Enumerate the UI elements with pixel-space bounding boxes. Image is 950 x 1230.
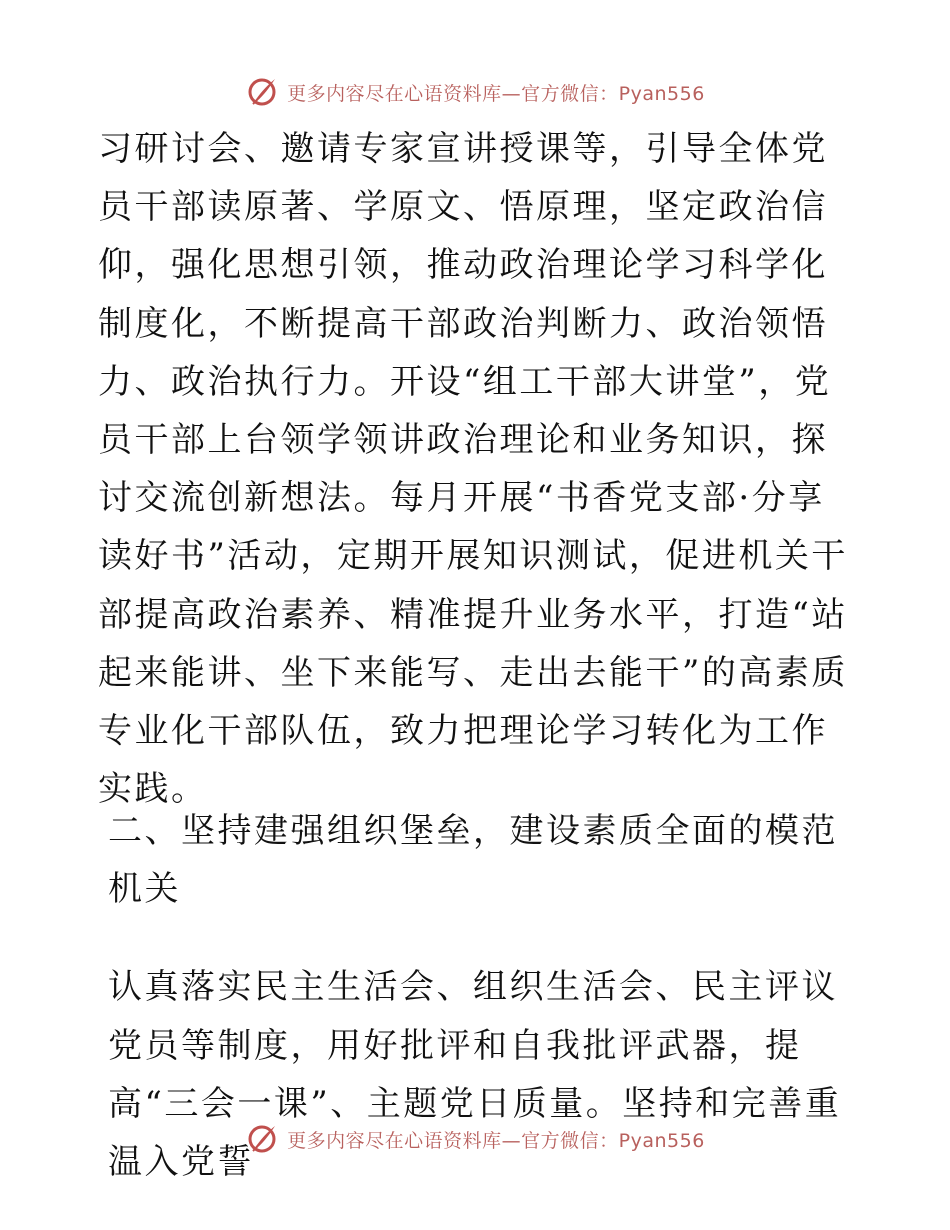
footer-watermark: [0, 1119, 950, 1159]
footer-watermark-text: 更多内容尽在心语资料库—官方微信：Pyan556: [287, 1129, 705, 1152]
quill-circle-logo-icon: [245, 1122, 279, 1156]
header-watermark-text: 更多内容尽在心语资料库—官方微信：Pyan556: [287, 82, 705, 105]
header-watermark: [0, 72, 950, 112]
body-paragraph-1: 习研讨会、邀请专家宣讲授课等，引导全体党员干部读原著、学原文、悟原理，坚定政治信仰，强化思想引领，推动政治理论学习科学化制度化，不断提高干部政治判断力、政治领悟力、政治执行力。开设“组工干部大讲堂”，党员干部上台领学领讲政治理论和业务知识，探讨交流创新想法。每月开展“书香党支部·分享读好书”活动，定期开展知识测试，促进机关干部提高政治素养、精准提升业务水平，打造“站起来能讲、坐下来能写、走出去能干”的高素质专业化干部队伍，致力把理论学习转化为工作实践。: [98, 129, 848, 810]
document-body: [98, 120, 858, 1191]
body-paragraph-2: 认真落实民主生活会、组织生活会、民主评议党员等制度，用好批评和自我批评武器，提高“三会一课”、主题党日质量。坚持和完善重温入党誓: [108, 967, 842, 1183]
quill-circle-logo-icon: [245, 75, 279, 109]
section-heading: 二、坚持建强组织堡垒，建设素质全面的模范机关: [108, 811, 838, 910]
